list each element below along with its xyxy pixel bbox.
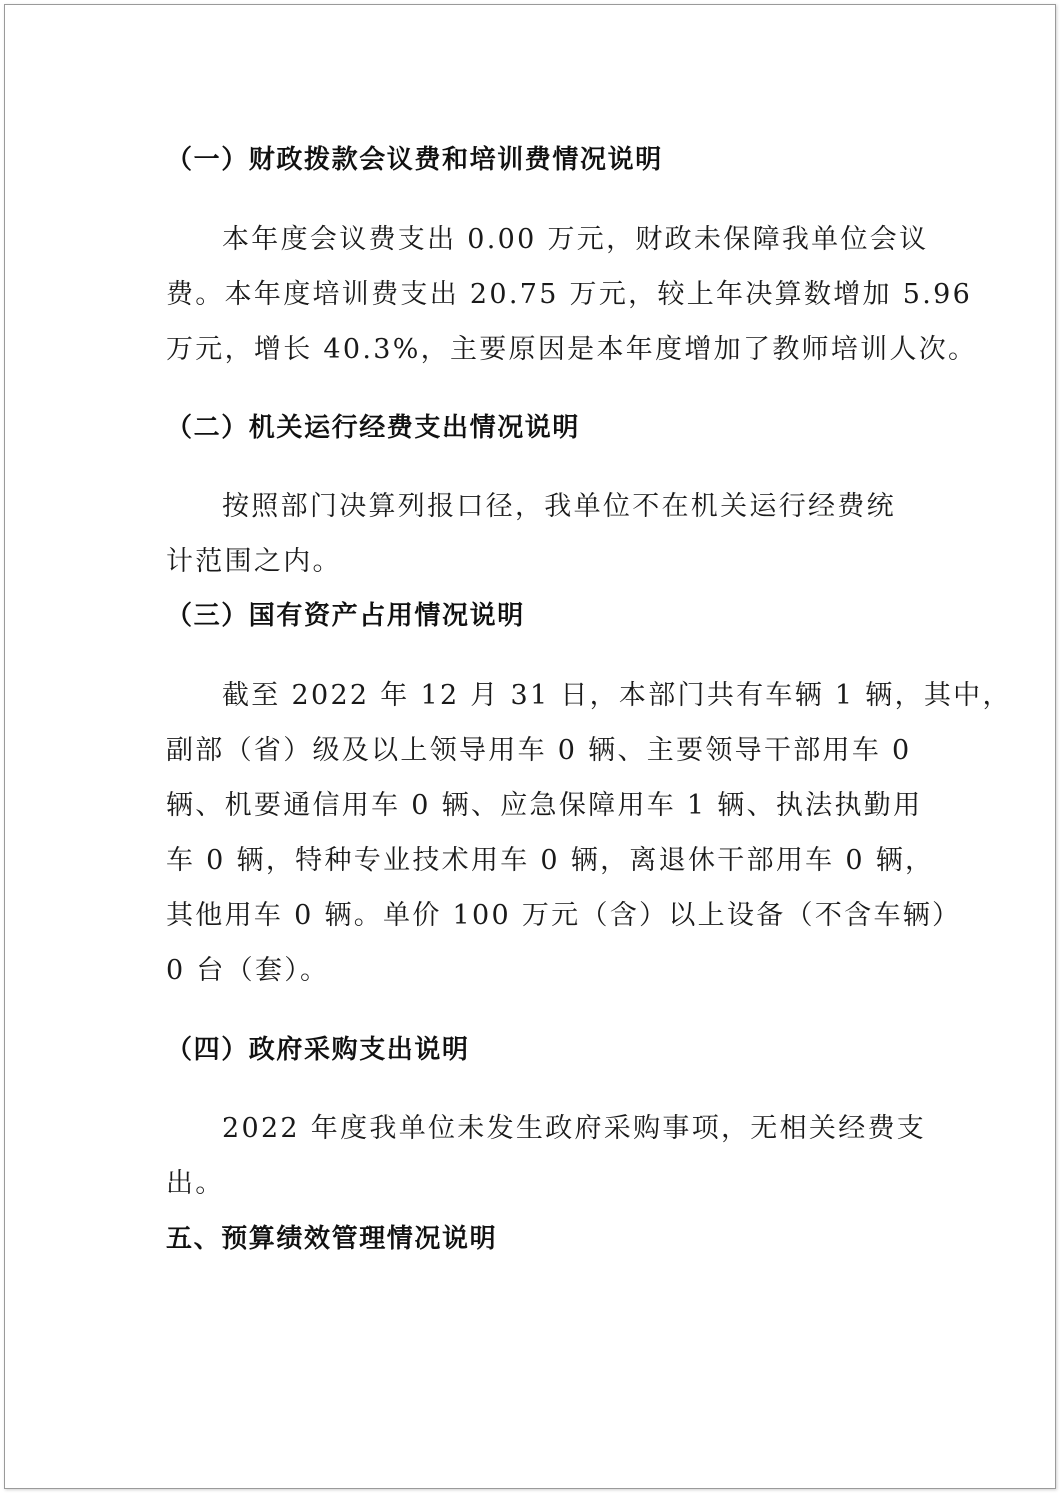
paragraph-line: 费。本年度培训费支出 20.75 万元，较上年决算数增加 5.96: [166, 279, 973, 310]
paragraph-line: 出。: [166, 1168, 225, 1199]
section-heading-3: （三）国有资产占用情况说明: [166, 601, 525, 631]
paragraph-line: 本年度会议费支出 0.00 万元，财政未保障我单位会议: [222, 224, 929, 255]
section-heading-1: （一）财政拨款会议费和培训费情况说明: [166, 145, 663, 175]
section-heading-2: （二）机关运行经费支出情况说明: [166, 413, 581, 443]
paragraph-line: 按照部门决算列报口径，我单位不在机关运行经费统: [222, 491, 896, 522]
paragraph-line: 其他用车 0 辆。单价 100 万元（含）以上设备（不含车辆）: [166, 900, 962, 931]
paragraph-line: 2022 年度我单位未发生政府采购事项，无相关经费支: [222, 1113, 927, 1144]
section-heading-5: 五、预算绩效管理情况说明: [166, 1224, 498, 1254]
paragraph-line: 副部（省）级及以上领导用车 0 辆、主要领导干部用车 0: [166, 735, 912, 766]
paragraph-line: 辆、机要通信用车 0 辆、应急保障用车 1 辆、执法执勤用: [166, 790, 923, 821]
paragraph-line: 万元，增长 40.3%，主要原因是本年度增加了教师培训人次。: [166, 334, 978, 365]
paragraph-line: 车 0 辆，特种专业技术用车 0 辆，离退休干部用车 0 辆，: [166, 845, 935, 876]
paragraph-line: 计范围之内。: [166, 546, 342, 577]
section-heading-4: （四）政府采购支出说明: [166, 1035, 470, 1065]
paragraph-line: 0 台（套）。: [166, 955, 330, 986]
paragraph-line: 截至 2022 年 12 月 31 日，本部门共有车辆 1 辆，其中，: [222, 680, 1012, 711]
